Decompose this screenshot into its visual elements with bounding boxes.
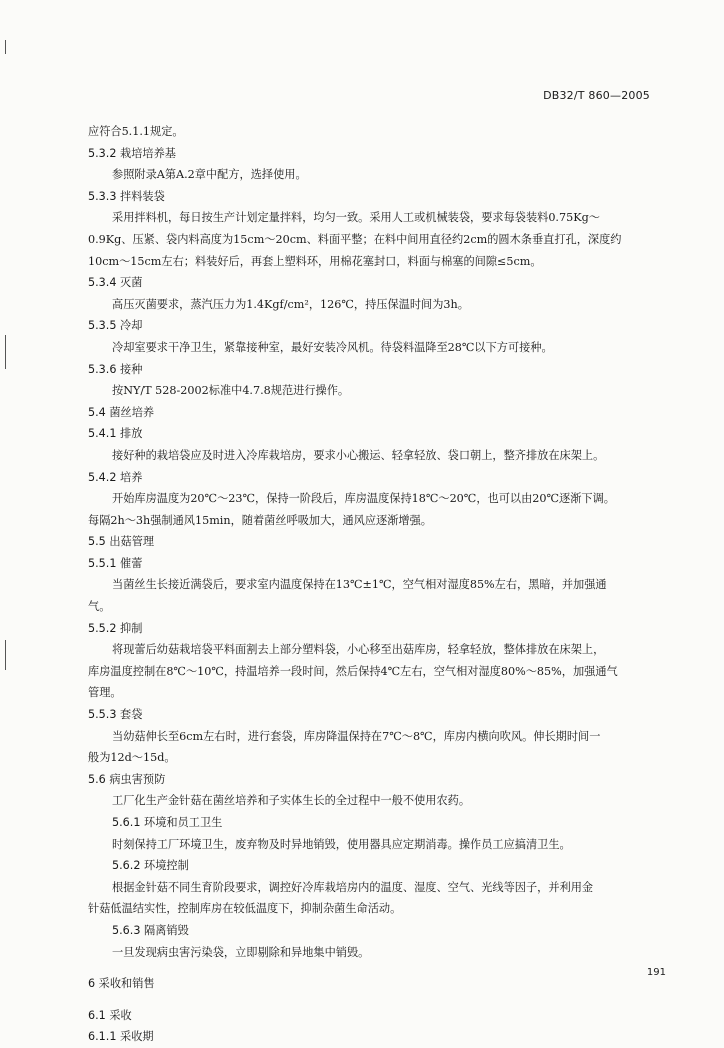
body-line: 针菇低温结实性，控制库房在较低温度下，抑制杂菌生命活动。 bbox=[88, 902, 402, 916]
body-line: 10cm～15cm左右；料装好后，再套上塑料环，用棉花塞封口，料面与棉塞的间隙≤5cm。 bbox=[88, 254, 542, 268]
section-heading: 5.3.4 灭菌 bbox=[88, 276, 143, 290]
paragraph-first-line: 采用拌料机，每日按生产计划定量拌料，均匀一致。采用人工或机械装袋，要求每袋装料0.75Kg～ bbox=[112, 211, 600, 225]
document-body bbox=[88, 121, 664, 1048]
paragraph-first-line: 冷却室要求干净卫生，紧靠接种室，最好安装冷风机。待袋料温降至28℃以下方可接种。 bbox=[112, 340, 553, 354]
standard-number: DB32/T 860—2005 bbox=[543, 89, 650, 102]
paragraph-first-line: 按NY/T 528-2002标准中4.7.8规范进行操作。 bbox=[112, 384, 350, 398]
paragraph-first-line: 当菌丝生长接近满袋后，要求室内温度保持在13℃±1℃，空气相对湿度85%左右，黑暗，并加强通 bbox=[112, 578, 607, 592]
section-heading: 5.5.1 催蕾 bbox=[88, 556, 143, 570]
section-heading: 5.6.2 环境控制 bbox=[112, 859, 189, 873]
paragraph-first-line: 高压灭菌要求，蒸汽压力为1.4Kgf/cm²，126℃，持压保温时间为3h。 bbox=[112, 297, 469, 311]
section-heading: 5.4.2 培养 bbox=[88, 470, 143, 484]
section-heading: 5.4 菌丝培养 bbox=[88, 405, 155, 419]
section-heading: 5.6 病虫害预防 bbox=[88, 772, 166, 786]
section-heading: 6 采收和销售 bbox=[88, 977, 155, 991]
paragraph-first-line: 根据金针菇不同生育阶段要求，调控好冷库栽培房内的温度、湿度、空气、光线等因子，并利用金 bbox=[112, 880, 594, 894]
section-heading: 5.5.3 套袋 bbox=[88, 708, 143, 722]
section-heading: 5.5.2 抑制 bbox=[88, 621, 143, 635]
binding-mark bbox=[5, 335, 6, 369]
body-line: 每隔2h～3h强制通风15min，随着菌丝呼吸加大，通风应逐渐增强。 bbox=[88, 513, 432, 527]
paragraph-first-line: 开始库房温度为20℃～23℃，保持一阶段后，库房温度保持18℃～20℃，也可以由20℃逐渐下调。 bbox=[112, 492, 615, 506]
section-heading: 5.3.6 接种 bbox=[88, 362, 143, 376]
paragraph-first-line: 参照附录A第A.2章中配方，选择使用。 bbox=[112, 168, 307, 182]
section-heading: 5.5 出菇管理 bbox=[88, 535, 155, 549]
body-line: 管理。 bbox=[88, 686, 122, 700]
paragraph-first-line: 工厂化生产金针菇在菌丝培养和子实体生长的全过程中一般不使用农药。 bbox=[112, 794, 471, 808]
page-number: 191 bbox=[646, 967, 666, 978]
section-heading: 5.3.3 拌料装袋 bbox=[88, 189, 165, 203]
paragraph-first-line: 当幼菇伸长至6cm左右时，进行套袋，库房降温保持在7℃～8℃，库房内横向吹风。伸长期时间一 bbox=[112, 729, 601, 743]
section-heading: 5.3.2 栽培培养基 bbox=[88, 146, 176, 160]
body-line: 气。 bbox=[88, 600, 111, 614]
binding-mark bbox=[5, 40, 6, 54]
paragraph-first-line: 一旦发现病虫害污染袋，立即剔除和异地集中销毁。 bbox=[112, 945, 370, 959]
paragraph-first-line: 时刻保持工厂环境卫生，废弃物及时异地销毁，使用器具应定期消毒。操作员工应搞清卫生。 bbox=[112, 837, 571, 851]
section-gap bbox=[88, 963, 664, 973]
section-heading: 5.6.1 环境和员工卫生 bbox=[112, 816, 223, 829]
body-line: 应符合5.1.1规定。 bbox=[88, 125, 184, 138]
section-heading: 5.4.1 排放 bbox=[88, 427, 143, 441]
paragraph-first-line: 接好种的栽培袋应及时进入冷库栽培房，要求小心搬运、轻拿轻放、袋口朝上，整齐排放在床架上。 bbox=[112, 448, 605, 462]
paragraph-first-line: 将现蕾后幼菇栽培袋平料面割去上部分塑料袋，小心移至出菇库房，轻拿轻放，整体排放在床架上， bbox=[112, 643, 605, 657]
body-line: 库房温度控制在8℃～10℃，持温培养一段时间，然后保持4℃左右，空气相对湿度80%～85%，加强通气 bbox=[88, 664, 618, 678]
section-heading: 6.1 采收 bbox=[88, 1008, 132, 1022]
section-heading: 6.1.1 采收期 bbox=[88, 1030, 154, 1044]
section-heading: 5.3.5 冷却 bbox=[88, 319, 143, 333]
section-heading: 5.6.3 隔离销毁 bbox=[112, 923, 189, 937]
body-line: 般为12d～15d。 bbox=[88, 751, 176, 765]
body-line: 0.9Kg、压紧、袋内料高度为15cm～20cm、料面平整；在料中间用直径约2cm的圆木条垂直打孔，深度约 bbox=[88, 232, 622, 246]
binding-mark bbox=[5, 640, 6, 670]
section-gap bbox=[88, 995, 664, 1005]
